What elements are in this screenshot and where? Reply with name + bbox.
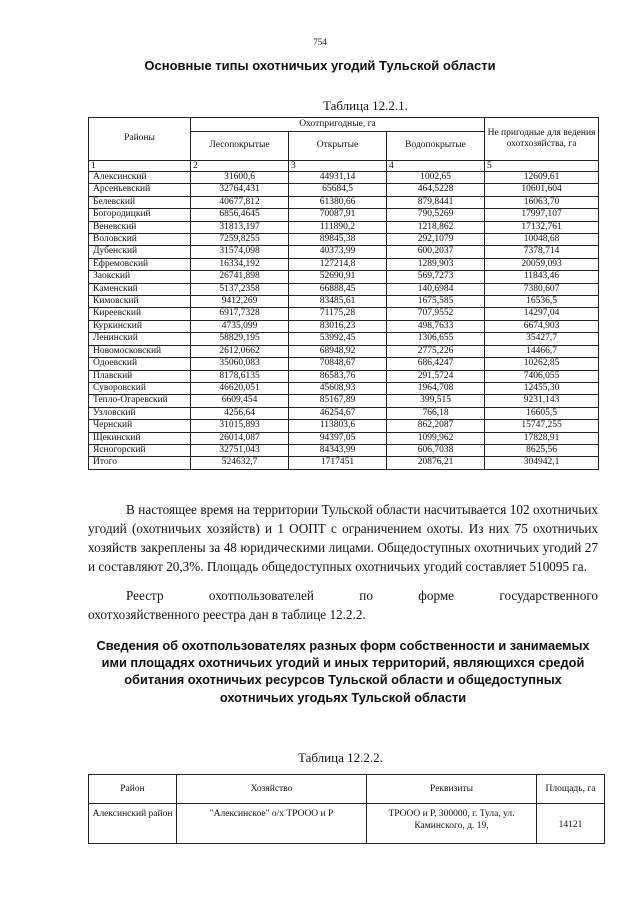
cell-forest: 2612,0662 xyxy=(191,345,289,357)
cell-forest: 46620,051 xyxy=(191,382,289,394)
table1-caption: Таблица 12.2.1. xyxy=(323,98,408,113)
cell-unsuitable: 10262,85 xyxy=(485,358,599,370)
cell-open: 111890,2 xyxy=(289,221,387,233)
col-header-details: Реквизиты xyxy=(367,775,537,804)
cell-details: ТРООО и Р, 300000, г. Тула, ул. Каминского, д. 19, xyxy=(367,804,537,844)
cell-unsuitable: 17828,91 xyxy=(485,432,599,444)
cell-water: 291,5724 xyxy=(387,370,485,382)
cell-district: Куркинский xyxy=(89,320,191,332)
table-row xyxy=(89,283,599,295)
col-number: 4 xyxy=(387,161,485,172)
cell-unsuitable: 16063,70 xyxy=(485,196,599,208)
cell-water: 766,18 xyxy=(387,407,485,419)
cell-forest: 31015,893 xyxy=(191,420,289,432)
table-row xyxy=(89,196,599,208)
cell-district: Плавский xyxy=(89,370,191,382)
cell-unsuitable: 6674,903 xyxy=(485,320,599,332)
cell-open: 44931,14 xyxy=(289,172,387,184)
cell-open: 127214,8 xyxy=(289,258,387,270)
cell-water: 1964,708 xyxy=(387,382,485,394)
cell-water: 569,7273 xyxy=(387,271,485,283)
table-row xyxy=(89,420,599,432)
cell-district: Дубенский xyxy=(89,246,191,258)
cell-forest: 7259,8255 xyxy=(191,234,289,246)
cell-forest: 31600,6 xyxy=(191,172,289,184)
col-header-hunting: Охотпригодные, га xyxy=(191,118,485,132)
table-row xyxy=(89,234,599,246)
table-row xyxy=(89,209,599,221)
table-row xyxy=(89,333,599,345)
section-heading: Основные типы охотничьих угодий Тульской области xyxy=(144,58,496,73)
cell-unsuitable: 8625,56 xyxy=(485,444,599,456)
cell-unsuitable: 12609,61 xyxy=(485,172,599,184)
table-row xyxy=(89,370,599,382)
table-row xyxy=(89,444,599,456)
cell-forest: 31813,197 xyxy=(191,221,289,233)
cell-water: 1289,903 xyxy=(387,258,485,270)
cell-water: 879,8441 xyxy=(387,196,485,208)
table2-caption: Таблица 12.2.2. xyxy=(298,750,383,765)
cell-district: Ясногорский xyxy=(89,444,191,456)
table-row xyxy=(89,221,599,233)
table-row xyxy=(89,382,599,394)
table-row xyxy=(89,395,599,407)
cell-district: Арсеньевский xyxy=(89,184,191,196)
cell-district: Тепло-Огаревский xyxy=(89,395,191,407)
cell-district: Суворовский xyxy=(89,382,191,394)
cell-district: Ленинский xyxy=(89,333,191,345)
cell-unsuitable: 12455,30 xyxy=(485,382,599,394)
cell-forest: 16334,192 xyxy=(191,258,289,270)
cell-forest: 4735,099 xyxy=(191,320,289,332)
cell-district: Белевский xyxy=(89,196,191,208)
cell-open: 61380,66 xyxy=(289,196,387,208)
cell-unsuitable: 7406,055 xyxy=(485,370,599,382)
cell-water: 464,5228 xyxy=(387,184,485,196)
cell-unsuitable: 7378,714 xyxy=(485,246,599,258)
cell-water: 1002,65 xyxy=(387,172,485,184)
cell-open: 70848,67 xyxy=(289,358,387,370)
cell-district: Чернский xyxy=(89,420,191,432)
col-header-water: Водопокрытые xyxy=(387,132,485,161)
cell-unsuitable: 16605,5 xyxy=(485,407,599,419)
col-number: 1 xyxy=(89,161,191,172)
cell-open: 94397,05 xyxy=(289,432,387,444)
cell-forest: 26741,898 xyxy=(191,271,289,283)
cell-unsuitable: 15747,255 xyxy=(485,420,599,432)
cell-district: Итого xyxy=(89,457,191,469)
table-row xyxy=(89,407,599,419)
cell-forest: 58829,195 xyxy=(191,333,289,345)
cell-area: 14121 xyxy=(537,804,605,844)
col-header-forest: Лесопокрытые xyxy=(191,132,289,161)
registry-heading: Сведения об охотпользователях разных форм собственности и занимаемых ими площадях охотничьих угодий и иных территорий, являющихся средой обитания охотничьих ресурсов Тульской области и общедоступных охотничьих угодьях Тульской области xyxy=(96,638,590,705)
cell-forest: 32751,043 xyxy=(191,444,289,456)
cell-open: 86583,76 xyxy=(289,370,387,382)
cell-forest: 26014,087 xyxy=(191,432,289,444)
cell-district: Узловский xyxy=(89,407,191,419)
cell-water: 399,515 xyxy=(387,395,485,407)
cell-unsuitable: 9231,143 xyxy=(485,395,599,407)
table-row xyxy=(89,358,599,370)
cell-open: 71175,28 xyxy=(289,308,387,320)
cell-forest: 6917,7328 xyxy=(191,308,289,320)
cell-unsuitable: 14466,7 xyxy=(485,345,599,357)
cell-forest: 9412,269 xyxy=(191,296,289,308)
cell-district: Щекинский xyxy=(89,432,191,444)
cell-open: 40373,99 xyxy=(289,246,387,258)
cell-open: 113803,6 xyxy=(289,420,387,432)
cell-water: 862,2087 xyxy=(387,420,485,432)
cell-district: Киреевский xyxy=(89,308,191,320)
hunting-users-table xyxy=(88,774,605,844)
cell-unsuitable: 14297,04 xyxy=(485,308,599,320)
cell-unsuitable: 10601,604 xyxy=(485,184,599,196)
cell-unsuitable: 35427,7 xyxy=(485,333,599,345)
cell-district: Новомосковский xyxy=(89,345,191,357)
col-header-open: Открытые xyxy=(289,132,387,161)
cell-unsuitable: 304942,1 xyxy=(485,457,599,469)
cell-district: Алексинский xyxy=(89,172,191,184)
col-header-farm: Хозяйство xyxy=(177,775,367,804)
cell-open: 66888,45 xyxy=(289,283,387,295)
cell-forest: 6609,454 xyxy=(191,395,289,407)
cell-water: 1675,585 xyxy=(387,296,485,308)
cell-open: 84343,99 xyxy=(289,444,387,456)
cell-water: 790,5269 xyxy=(387,209,485,221)
cell-forest: 6856,4645 xyxy=(191,209,289,221)
cell-forest: 524632,7 xyxy=(191,457,289,469)
cell-open: 1717451 xyxy=(289,457,387,469)
cell-unsuitable: 11843,46 xyxy=(485,271,599,283)
cell-open: 83485,61 xyxy=(289,296,387,308)
paragraph-hunting-grounds-count: В настоящее время на территории Тульской области насчитывается 102 охотничьих угодий (охотничьих хозяйств) и 1 ООПТ с ограничением охоты. Из них 75 охотничьих хозяйств закреплены за 48 юридическими лицами. Общедоступных охотничьих угодий 27 и составляют 20,3%. Площадь общедоступных охотничьих угодий составляет 510095 га. xyxy=(88,502,598,574)
cell-district: Богородицкий xyxy=(89,209,191,221)
cell-water: 707,9552 xyxy=(387,308,485,320)
cell-unsuitable: 17132,761 xyxy=(485,221,599,233)
cell-water: 606,7038 xyxy=(387,444,485,456)
col-header-unsuitable: Не пригодные для ведения охотхозяйства, га xyxy=(485,118,599,161)
table-row xyxy=(89,432,599,444)
cell-water: 1099,962 xyxy=(387,432,485,444)
table-row xyxy=(89,804,605,844)
table-row xyxy=(89,308,599,320)
table-row xyxy=(89,258,599,270)
cell-district: Кимовский xyxy=(89,296,191,308)
cell-open: 45608,93 xyxy=(289,382,387,394)
cell-district: Одоевский xyxy=(89,358,191,370)
cell-unsuitable: 10048,68 xyxy=(485,234,599,246)
cell-open: 65684,5 xyxy=(289,184,387,196)
cell-district: Воловский xyxy=(89,234,191,246)
column-number-row xyxy=(89,161,599,172)
table-row xyxy=(89,296,599,308)
cell-district: Заокский xyxy=(89,271,191,283)
cell-water: 498,7633 xyxy=(387,320,485,332)
col-number: 5 xyxy=(485,161,599,172)
col-number: 3 xyxy=(289,161,387,172)
cell-open: 52690,91 xyxy=(289,271,387,283)
cell-water: 140,6984 xyxy=(387,283,485,295)
table-row xyxy=(89,172,599,184)
cell-water: 292,1079 xyxy=(387,234,485,246)
cell-open: 68948,92 xyxy=(289,345,387,357)
cell-open: 53992,45 xyxy=(289,333,387,345)
cell-forest: 35060,083 xyxy=(191,358,289,370)
cell-water: 2775,226 xyxy=(387,345,485,357)
table-row xyxy=(89,345,599,357)
cell-forest: 32764,431 xyxy=(191,184,289,196)
cell-unsuitable: 17997,107 xyxy=(485,209,599,221)
table-row xyxy=(89,457,599,469)
table-row xyxy=(89,184,599,196)
table-row xyxy=(89,271,599,283)
cell-open: 70087,91 xyxy=(289,209,387,221)
cell-district: Веневский xyxy=(89,221,191,233)
cell-open: 83016,23 xyxy=(289,320,387,332)
cell-open: 89845,38 xyxy=(289,234,387,246)
col-header-districts: Районы xyxy=(89,118,191,161)
cell-open: 85167,89 xyxy=(289,395,387,407)
cell-unsuitable: 20059,093 xyxy=(485,258,599,270)
cell-forest: 40677,812 xyxy=(191,196,289,208)
cell-forest: 5137,2358 xyxy=(191,283,289,295)
col-header-area: Площадь, га xyxy=(537,775,605,804)
cell-water: 20876,21 xyxy=(387,457,485,469)
col-number: 2 xyxy=(191,161,289,172)
cell-water: 1218,862 xyxy=(387,221,485,233)
page-number: 754 xyxy=(313,37,327,47)
cell-district: Ефремовский xyxy=(89,258,191,270)
cell-forest: 31574,098 xyxy=(191,246,289,258)
cell-forest: 4256,64 xyxy=(191,407,289,419)
paragraph-registry-line2: охотхозяйственного реестра дан в таблице 12.2.2. xyxy=(88,607,366,622)
hunting-grounds-table xyxy=(88,117,599,470)
col-header-district: Район xyxy=(89,775,177,804)
cell-unsuitable: 7380,607 xyxy=(485,283,599,295)
cell-water: 686,4247 xyxy=(387,358,485,370)
cell-open: 46254,67 xyxy=(289,407,387,419)
cell-district: Алексинский район xyxy=(89,804,177,844)
cell-water: 1306,655 xyxy=(387,333,485,345)
cell-unsuitable: 16536,5 xyxy=(485,296,599,308)
cell-water: 600,2037 xyxy=(387,246,485,258)
table-row xyxy=(89,246,599,258)
table-row xyxy=(89,320,599,332)
cell-farm: "Алексинское" о/х ТРООО и Р xyxy=(177,804,367,844)
paragraph-registry-line1: Реестр охотпользователей по форме государственного xyxy=(126,588,598,603)
cell-district: Каменский xyxy=(89,283,191,295)
cell-forest: 8178,6135 xyxy=(191,370,289,382)
